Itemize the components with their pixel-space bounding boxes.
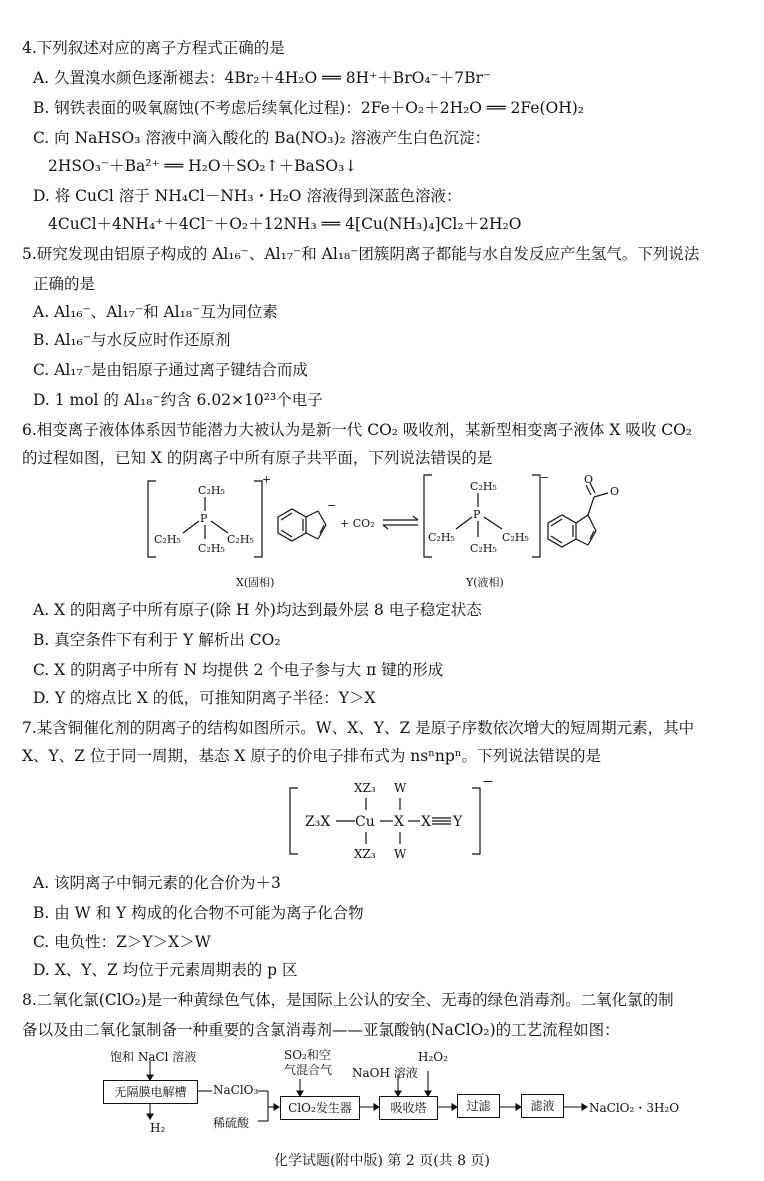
q4-option-a: A. 久置溴水颜色逐渐褪去：4Br₂＋4H₂O ══ 8H⁺＋BrO₄⁻＋7Br⁻ [33, 69, 492, 87]
q8-stem-line1: 8.二氧化氯(ClO₂)是一种黄绿色气体，是国际上公认的安全、无毒的绿色消毒剂。二氧化氯的制 [22, 991, 674, 1009]
q7-anion-structure [0, 770, 764, 870]
top-xz3-group: XZ₃ [354, 781, 376, 795]
brine-feed-label: 饱和 NaCl 溶液 [110, 1050, 197, 1064]
q5-stem-line1: 5.研究发现由铝原子构成的 Al₁₆⁻、Al₁₇⁻和 Al₁₈⁻团簇阴离子都能与水自发反应产生氢气。下列说法 [22, 245, 700, 263]
x-cation-left-ethyl: C₂H₅ [154, 533, 181, 546]
y-cation-phosphorus: P [473, 508, 481, 521]
q4-option-c: C. 向 NaHSO₃ 溶液中滴入酸化的 Ba(NO₃)₂ 溶液产生白色沉淀： [33, 129, 491, 147]
q4-option-d: D. 将 CuCl 溶于 NH₄Cl－NH₃・H₂O 溶液得到深蓝色溶液： [33, 187, 462, 205]
q4-option-b: B. 钢铁表面的吸氧腐蚀(不考虑后续氧化过程)：2Fe＋O₂＋2H₂O ══ 2Fe(OH)₂ [33, 99, 584, 117]
product-label: NaClO₂・3H₂O [589, 1101, 680, 1115]
absorber-box: 吸收塔 [379, 1096, 438, 1120]
electrolyzer-box: 无隔膜电解槽 [103, 1080, 198, 1104]
x-cation-charge: + [262, 473, 272, 486]
y-cation-top-ethyl: C₂H₅ [470, 480, 497, 493]
q7-option-a: A. 该阴离子中铜元素的化合价为＋3 [33, 874, 281, 892]
filter-box: 过滤 [457, 1094, 500, 1118]
q7-option-c: C. 电负性：Z＞Y＞X＞W [33, 933, 211, 951]
co2-reactant: + CO₂ [340, 517, 375, 530]
x-phase-label: X(固相) [236, 576, 275, 589]
x-cation-phosphorus: P [200, 512, 208, 525]
q5-stem-line2: 正确的是 [33, 275, 96, 293]
naoh-solution-label: NaOH 溶液 [352, 1066, 418, 1080]
q7-option-b: B. 由 W 和 Y 构成的化合物不可能为离子化合物 [33, 904, 364, 922]
bottom-xz3-group: XZ₃ [354, 847, 376, 861]
q6-option-a: A. X 的阳离子中所有原子(除 H 外)均达到最外层 8 电子稳定状态 [33, 601, 482, 619]
so2-air-label-line2: 气混合气 [284, 1063, 333, 1077]
q6-option-b: B. 真空条件下有利于 Y 解析出 CO₂ [33, 631, 281, 649]
naclo3-intermediate-label: NaClO₃ [213, 1083, 259, 1097]
y-anion-charge: − [540, 471, 550, 484]
y-cation-right-ethyl: C₂H₅ [502, 531, 529, 544]
y-phase-label: Y(液相) [466, 576, 504, 589]
q5-option-a: A. Al₁₆⁻、Al₁₇⁻和 Al₁₈⁻互为同位素 [33, 303, 278, 321]
hydrogen-byproduct-label: H₂ [150, 1121, 166, 1135]
x-cation-right-ethyl: C₂H₅ [227, 533, 254, 546]
q5-option-c: C. Al₁₇⁻是由铝原子通过离子键结合而成 [33, 361, 308, 379]
q6-option-c: C. X 的阴离子中所有 N 均提供 2 个电子参与大 π 键的形成 [33, 661, 444, 679]
q4-option-d-equation: 4CuCl＋4NH₄⁺＋4Cl⁻＋O₂＋12NH₃ ══ 4[Cu(NH₃)₄]Cl₂＋2H₂O [48, 215, 522, 233]
top-w-atom: W [394, 781, 407, 795]
q8-stem-line2: 备以及由二氧化氯制备一种重要的含氯消毒剂——亚氯酸钠(NaClO₂)的工艺流程如图： [22, 1021, 620, 1039]
y-carbonyl-oxygen: O [584, 473, 594, 486]
q7-stem-line2: X、Y、Z 位于同一周期，基态 X 原子的价电子排布式为 nsⁿnpⁿ。下列说法错误的是 [22, 747, 602, 765]
q6-reaction-diagram [0, 471, 764, 595]
central-x-atom: X [394, 814, 404, 830]
q7-option-d: D. X、Y、Z 均位于元素周期表的 p 区 [33, 961, 298, 979]
h2o2-label: H₂O₂ [418, 1050, 448, 1064]
copper-center: Cu [355, 814, 375, 830]
q6-stem-line2: 的过程如图，已知 X 的阴离子中所有原子共平面，下列说法错误的是 [22, 449, 493, 467]
clo2-generator-box: ClO₂发生器 [280, 1096, 360, 1120]
page-footer: 化学试题(附中版) 第 2 页(共 8 页) [274, 1153, 490, 1169]
so2-air-label-line1: SO₂和空 [284, 1048, 331, 1062]
q5-option-b: B. Al₁₆⁻与水反应时作还原剂 [33, 331, 231, 349]
x-cation-top-ethyl: C₂H₅ [198, 484, 225, 497]
q6-option-d: D. Y 的熔点比 X 的低，可推知阴离子半径：Y＞X [33, 689, 376, 707]
filtrate-box: 滤液 [521, 1094, 564, 1118]
terminal-y-atom: Y [453, 814, 463, 830]
terminal-x-atom: X [421, 814, 431, 830]
bottom-w-atom: W [394, 847, 407, 861]
y-cation-bottom-ethyl: C₂H₅ [470, 542, 497, 555]
q6-stem-line1: 6.相变离子液体体系因节能潜力大被认为是新一代 CO₂ 吸收剂，某新型相变离子液体 X 吸收 CO₂ [22, 421, 693, 439]
anion-charge: − [482, 774, 494, 790]
q5-option-d: D. 1 mol 的 Al₁₈⁻约含 6.02×10²³个电子 [33, 391, 323, 409]
y-carboxylate-oxygen: O [610, 485, 620, 498]
q7-stem-line1: 7.某含铜催化剂的阴离子的结构如图所示。W、X、Y、Z 是原子序数依次增大的短周期元素，其中 [22, 719, 695, 737]
dilute-acid-label: 稀硫酸 [213, 1116, 250, 1130]
x-anion-charge: − [327, 499, 337, 512]
q4-stem: 4.下列叙述对应的离子方程式正确的是 [22, 39, 285, 57]
x-cation-bottom-ethyl: C₂H₅ [198, 542, 225, 555]
left-z3x-group: Z₃X [305, 814, 331, 830]
q4-option-c-equation: 2HSO₃⁻＋Ba²⁺ ══ H₂O＋SO₂↑＋BaSO₃↓ [48, 157, 358, 175]
y-cation-left-ethyl: C₂H₅ [428, 531, 455, 544]
